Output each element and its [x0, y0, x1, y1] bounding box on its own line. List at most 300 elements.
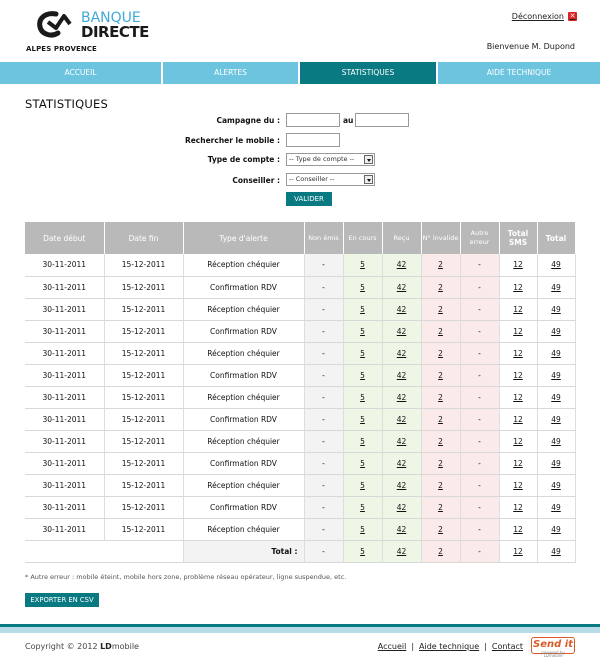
cell-link[interactable]: 5 [360, 436, 365, 446]
logout-link[interactable] [512, 12, 577, 21]
footer-links [378, 642, 523, 651]
table-cell [382, 320, 421, 342]
table-cell [499, 364, 537, 386]
table-cell [460, 320, 499, 342]
cell-link[interactable]: 49 [551, 524, 561, 534]
footer-link-aide[interactable]: Aide technique [419, 642, 480, 651]
table-cell [421, 518, 460, 540]
table-cell [460, 430, 499, 452]
table-cell [382, 298, 421, 320]
cell-link[interactable]: 2 [438, 436, 443, 446]
cell-value: - [478, 436, 481, 446]
table-row [25, 254, 575, 276]
table-cell [537, 254, 575, 276]
cell-link[interactable]: 2 [438, 414, 443, 424]
cell-link[interactable]: 42 [396, 392, 407, 402]
cell-value: 30-11-2011 [42, 304, 87, 314]
cell-link[interactable]: 5 [360, 370, 365, 380]
cell-value: Réception chéquier [207, 392, 280, 402]
dropdown-arrow-icon[interactable] [364, 175, 373, 184]
cell-value: Confirmation RDV [210, 414, 277, 424]
table-row [25, 320, 575, 342]
totals-cell [537, 540, 575, 562]
table-row [25, 342, 575, 364]
stats-table [25, 222, 576, 563]
cell-link[interactable]: 42 [396, 326, 407, 336]
cell-link[interactable]: 2 [438, 458, 443, 468]
table-cell [343, 430, 382, 452]
cell-link[interactable]: 49 [551, 370, 561, 380]
cell-link[interactable]: 42 [396, 260, 407, 270]
cell-value: 15-12-2011 [121, 524, 166, 534]
sendit-logo-text: Send it [533, 639, 573, 650]
cell-link[interactable]: 2 [438, 370, 443, 380]
cell-link[interactable]: 2 [438, 502, 443, 512]
table-cell [460, 276, 499, 298]
cell-link[interactable]: 42 [396, 436, 407, 446]
table-cell [183, 364, 304, 386]
header [0, 0, 600, 62]
table-cell [460, 496, 499, 518]
page-title: STATISTIQUES [25, 97, 108, 111]
table-cell [104, 518, 183, 540]
cell-link[interactable]: 5 [360, 524, 365, 534]
cell-value: 15-12-2011 [121, 458, 166, 468]
brand-line1: BANQUE [81, 10, 141, 26]
table-cell [382, 408, 421, 430]
cell-link[interactable]: 49 [551, 414, 561, 424]
table-cell [183, 276, 304, 298]
table-cell [421, 320, 460, 342]
cell-link[interactable]: 5 [360, 326, 365, 336]
table-row [25, 518, 575, 540]
cell-value: - [322, 480, 325, 490]
table-cell [343, 254, 382, 276]
totals-cell [304, 540, 343, 562]
table-cell [460, 298, 499, 320]
table-cell [343, 276, 382, 298]
cell-link[interactable]: 2 [438, 326, 443, 336]
table-cell [460, 518, 499, 540]
totals-cell [421, 540, 460, 562]
col-header-type: Type d'alerte [183, 222, 304, 254]
table-cell [104, 386, 183, 408]
table-cell [460, 452, 499, 474]
cell-value: - [322, 326, 325, 336]
cell-link[interactable]: 49 [551, 436, 561, 446]
cell-link[interactable]: 2 [438, 524, 443, 534]
main-nav [0, 62, 600, 84]
cell-value: 30-11-2011 [42, 524, 87, 534]
total-value: - [478, 546, 481, 556]
logout-label[interactable]: Déconnexion [511, 12, 564, 21]
cell-value: 30-11-2011 [42, 282, 87, 292]
cell-value: 15-12-2011 [121, 370, 166, 380]
table-cell [382, 430, 421, 452]
cell-value: - [322, 502, 325, 512]
cell-link[interactable]: 5 [360, 502, 365, 512]
cell-value: - [478, 392, 481, 402]
nav-tab-aide-technique[interactable]: AIDE TECHNIQUE [438, 62, 600, 84]
cell-link[interactable]: 42 [396, 502, 407, 512]
cell-link[interactable]: 49 [551, 502, 561, 512]
col-header-total: Total [537, 222, 575, 254]
table-cell [421, 452, 460, 474]
table-cell [183, 386, 304, 408]
cell-link[interactable]: 2 [438, 282, 443, 292]
cell-value: - [322, 304, 325, 314]
table-cell [304, 386, 343, 408]
footer [0, 633, 600, 664]
table-cell [104, 452, 183, 474]
cell-link[interactable]: 5 [360, 458, 365, 468]
cell-link[interactable]: 12 [513, 370, 523, 380]
cell-value: 30-11-2011 [42, 326, 87, 336]
cell-link[interactable]: 12 [513, 260, 523, 270]
cell-link[interactable]: 2 [438, 304, 443, 314]
advisor-label: Conseiller : [232, 176, 280, 185]
submit-button[interactable]: VALIDER [286, 192, 332, 206]
cell-value: 30-11-2011 [42, 480, 87, 490]
footer-separator: | [411, 642, 415, 651]
table-cell [304, 298, 343, 320]
table-cell [421, 298, 460, 320]
cell-link[interactable]: 42 [396, 348, 407, 358]
campaign-label: Campagne du : [216, 116, 280, 125]
dropdown-arrow-icon[interactable] [364, 155, 373, 164]
cell-link[interactable]: 49 [551, 304, 561, 314]
table-cell [25, 320, 104, 342]
table-cell [421, 408, 460, 430]
table-cell [304, 408, 343, 430]
brand-line2: DIRECTE [81, 23, 149, 41]
cell-value: Réception chéquier [207, 436, 280, 446]
cell-link[interactable]: 12 [513, 458, 523, 468]
table-cell [537, 386, 575, 408]
table-cell [499, 430, 537, 452]
totals-blank [25, 540, 183, 562]
cell-value: Confirmation RDV [210, 502, 277, 512]
cell-value: 15-12-2011 [121, 304, 166, 314]
cell-value: 15-12-2011 [121, 326, 166, 336]
cell-link[interactable]: 42 [396, 304, 407, 314]
copyright-brand: LD [100, 642, 112, 651]
table-cell [460, 474, 499, 496]
cell-value: 30-11-2011 [42, 414, 87, 424]
date-to-input[interactable] [355, 113, 409, 127]
table-cell [104, 254, 183, 276]
cell-link[interactable]: 12 [513, 392, 523, 402]
cell-value: - [322, 348, 325, 358]
cell-value: - [322, 414, 325, 424]
cell-value: - [478, 414, 481, 424]
cell-link[interactable]: 12 [513, 282, 523, 292]
table-cell [25, 452, 104, 474]
table-cell [25, 364, 104, 386]
cell-value: - [478, 480, 481, 490]
table-cell [104, 364, 183, 386]
cell-value: 15-12-2011 [121, 414, 166, 424]
table-cell [183, 430, 304, 452]
cell-link[interactable]: 49 [551, 480, 561, 490]
cell-link[interactable]: 5 [360, 480, 365, 490]
cell-link[interactable]: 12 [513, 326, 523, 336]
table-cell [460, 364, 499, 386]
footnote: * Autre erreur : mobile éteint, mobile hors zone, problème réseau opérateur, ligne suspendue, etc. [25, 573, 347, 581]
cell-value: 15-12-2011 [121, 282, 166, 292]
footer-link-contact[interactable]: Contact [491, 642, 523, 651]
cell-value: 30-11-2011 [42, 392, 87, 402]
table-cell [537, 496, 575, 518]
table-cell [104, 496, 183, 518]
table-cell [25, 474, 104, 496]
cell-link[interactable]: 2 [438, 480, 443, 490]
brand-logo[interactable] [26, 10, 149, 55]
table-cell [183, 254, 304, 276]
table-cell [343, 408, 382, 430]
cell-value: 30-11-2011 [42, 458, 87, 468]
cell-value: Réception chéquier [207, 260, 280, 270]
close-icon[interactable]: ✕ [569, 12, 576, 20]
cell-value: 15-12-2011 [121, 260, 166, 270]
cell-link[interactable]: 42 [396, 414, 407, 424]
cell-link[interactable]: 42 [396, 458, 407, 468]
table-cell [421, 430, 460, 452]
table-cell [460, 386, 499, 408]
cell-link[interactable]: 5 [360, 392, 365, 402]
cell-value: Réception chéquier [207, 348, 280, 358]
cell-value: - [478, 282, 481, 292]
cell-link[interactable]: 42 [396, 524, 407, 534]
table-cell [183, 474, 304, 496]
cell-link[interactable]: 49 [551, 392, 561, 402]
table-cell [382, 364, 421, 386]
advisor-value: -- Conseiller -- [289, 175, 335, 183]
table-row [25, 386, 575, 408]
cell-link[interactable]: 42 [396, 282, 407, 292]
table-cell [304, 496, 343, 518]
cell-link[interactable]: 12 [513, 414, 523, 424]
table-cell [25, 386, 104, 408]
cell-link[interactable]: 5 [360, 414, 365, 424]
table-cell [304, 518, 343, 540]
table-cell [304, 276, 343, 298]
table-cell [537, 276, 575, 298]
table-cell [104, 276, 183, 298]
account-type-label: Type de compte : [207, 155, 280, 164]
totals-row [25, 540, 575, 562]
table-cell [421, 474, 460, 496]
cell-link[interactable]: 2 [438, 348, 443, 358]
mobile-search-input[interactable] [286, 133, 340, 147]
table-cell [25, 254, 104, 276]
cell-link[interactable]: 5 [360, 282, 365, 292]
cell-value: Réception chéquier [207, 524, 280, 534]
table-cell [304, 474, 343, 496]
table-cell [537, 452, 575, 474]
date-from-input[interactable] [286, 113, 340, 127]
cell-value: - [322, 458, 325, 468]
cell-link[interactable]: 2 [438, 392, 443, 402]
cell-link[interactable]: 5 [360, 348, 365, 358]
cell-value: - [478, 524, 481, 534]
table-cell [104, 320, 183, 342]
table-row [25, 496, 575, 518]
table-cell [499, 342, 537, 364]
sendit-logo[interactable] [531, 637, 575, 658]
table-cell [537, 518, 575, 540]
table-row [25, 364, 575, 386]
totals-cell [460, 540, 499, 562]
table-cell [183, 320, 304, 342]
col-header-date-debut: Date début [25, 222, 104, 254]
totals-cell [343, 540, 382, 562]
cell-value: - [322, 282, 325, 292]
cell-value: Réception chéquier [207, 304, 280, 314]
table-cell [183, 342, 304, 364]
cell-link[interactable]: 42 [396, 480, 407, 490]
totals-cell [382, 540, 421, 562]
table-row [25, 430, 575, 452]
copyright [25, 642, 139, 651]
table-cell [25, 408, 104, 430]
col-header-recu: Reçu [382, 222, 421, 254]
total-link[interactable]: 12 [513, 546, 523, 556]
table-cell [537, 474, 575, 496]
table-cell [304, 254, 343, 276]
table-cell [183, 298, 304, 320]
cell-link[interactable]: 2 [438, 260, 443, 270]
table-cell [499, 496, 537, 518]
table-cell [304, 452, 343, 474]
cell-value: 15-12-2011 [121, 348, 166, 358]
cell-value: - [322, 370, 325, 380]
table-cell [421, 364, 460, 386]
cell-value: 15-12-2011 [121, 436, 166, 446]
total-link[interactable]: 5 [360, 546, 365, 556]
footer-link-accueil[interactable]: Accueil [377, 642, 407, 651]
credit-agricole-logo-icon [34, 10, 74, 40]
table-cell [537, 342, 575, 364]
table-cell [499, 518, 537, 540]
cell-link[interactable]: 49 [551, 458, 561, 468]
account-type-select[interactable] [286, 153, 375, 166]
table-cell [304, 364, 343, 386]
col-header-non-emis: Non émis [304, 222, 343, 254]
table-cell [421, 386, 460, 408]
cell-link[interactable]: 49 [551, 260, 561, 270]
cell-value: Confirmation RDV [210, 370, 277, 380]
cell-value: - [322, 524, 325, 534]
cell-link[interactable]: 49 [551, 348, 561, 358]
cell-value: - [478, 304, 481, 314]
cell-link[interactable]: 12 [513, 304, 523, 314]
col-header-date-fin: Date fin [104, 222, 183, 254]
cell-value: 30-11-2011 [42, 348, 87, 358]
table-row [25, 276, 575, 298]
table-cell [499, 298, 537, 320]
table-cell [537, 408, 575, 430]
table-cell [343, 320, 382, 342]
cell-value: 30-11-2011 [42, 260, 87, 270]
table-row [25, 298, 575, 320]
total-link[interactable]: 2 [438, 546, 443, 556]
table-cell [343, 518, 382, 540]
table-cell [25, 298, 104, 320]
advisor-select[interactable] [286, 173, 375, 186]
cell-value: - [478, 502, 481, 512]
table-cell [499, 276, 537, 298]
table-cell [499, 320, 537, 342]
table-cell [499, 452, 537, 474]
total-value: - [322, 546, 325, 556]
table-cell [421, 276, 460, 298]
col-header-autre-erreur: Autre erreur [460, 222, 499, 254]
cell-value: 15-12-2011 [121, 480, 166, 490]
export-csv-button[interactable]: EXPORTER EN CSV [25, 593, 99, 607]
table-cell [304, 342, 343, 364]
table-cell [183, 408, 304, 430]
cell-value: - [478, 348, 481, 358]
table-cell [460, 254, 499, 276]
table-row [25, 474, 575, 496]
welcome-message: Bienvenue M. Dupond [486, 42, 575, 51]
footer-separator: | [484, 642, 487, 651]
table-cell [499, 474, 537, 496]
nav-tab-accueil[interactable]: ACCUEIL [0, 62, 163, 84]
table-cell [104, 474, 183, 496]
cell-link[interactable]: 5 [360, 304, 365, 314]
cell-value: - [322, 260, 325, 270]
table-cell [25, 430, 104, 452]
table-cell [304, 430, 343, 452]
total-link[interactable]: 49 [551, 546, 561, 556]
cell-link[interactable]: 12 [513, 436, 523, 446]
table-cell [343, 452, 382, 474]
cell-link[interactable]: 12 [513, 502, 523, 512]
cell-value: 30-11-2011 [42, 370, 87, 380]
table-cell [382, 276, 421, 298]
cell-link[interactable]: 5 [360, 260, 365, 270]
table-cell [25, 496, 104, 518]
cell-link[interactable]: 42 [396, 370, 407, 380]
col-header-total-sms: Total SMS [499, 222, 537, 254]
au-label: au [343, 116, 354, 125]
cell-value: - [322, 436, 325, 446]
cell-link[interactable]: 12 [513, 480, 523, 490]
table-cell [382, 496, 421, 518]
table-cell [104, 430, 183, 452]
cell-link[interactable]: 49 [551, 282, 561, 292]
table-cell [343, 342, 382, 364]
table-cell [104, 408, 183, 430]
table-cell [421, 342, 460, 364]
table-cell [460, 408, 499, 430]
cell-value: - [322, 392, 325, 402]
cell-value: - [478, 370, 481, 380]
cell-link[interactable]: 12 [513, 524, 523, 534]
nav-tab-alertes[interactable]: ALERTES [163, 62, 300, 84]
totals-label: Total : [183, 540, 304, 562]
total-link[interactable]: 42 [396, 546, 407, 556]
cell-link[interactable]: 49 [551, 326, 561, 336]
cell-link[interactable]: 12 [513, 348, 523, 358]
nav-tab-statistiques[interactable]: STATISTIQUES [300, 62, 438, 84]
cell-value: - [478, 458, 481, 468]
copyright-suffix: mobile [111, 642, 139, 651]
cell-value: Confirmation RDV [210, 282, 277, 292]
table-cell [183, 496, 304, 518]
